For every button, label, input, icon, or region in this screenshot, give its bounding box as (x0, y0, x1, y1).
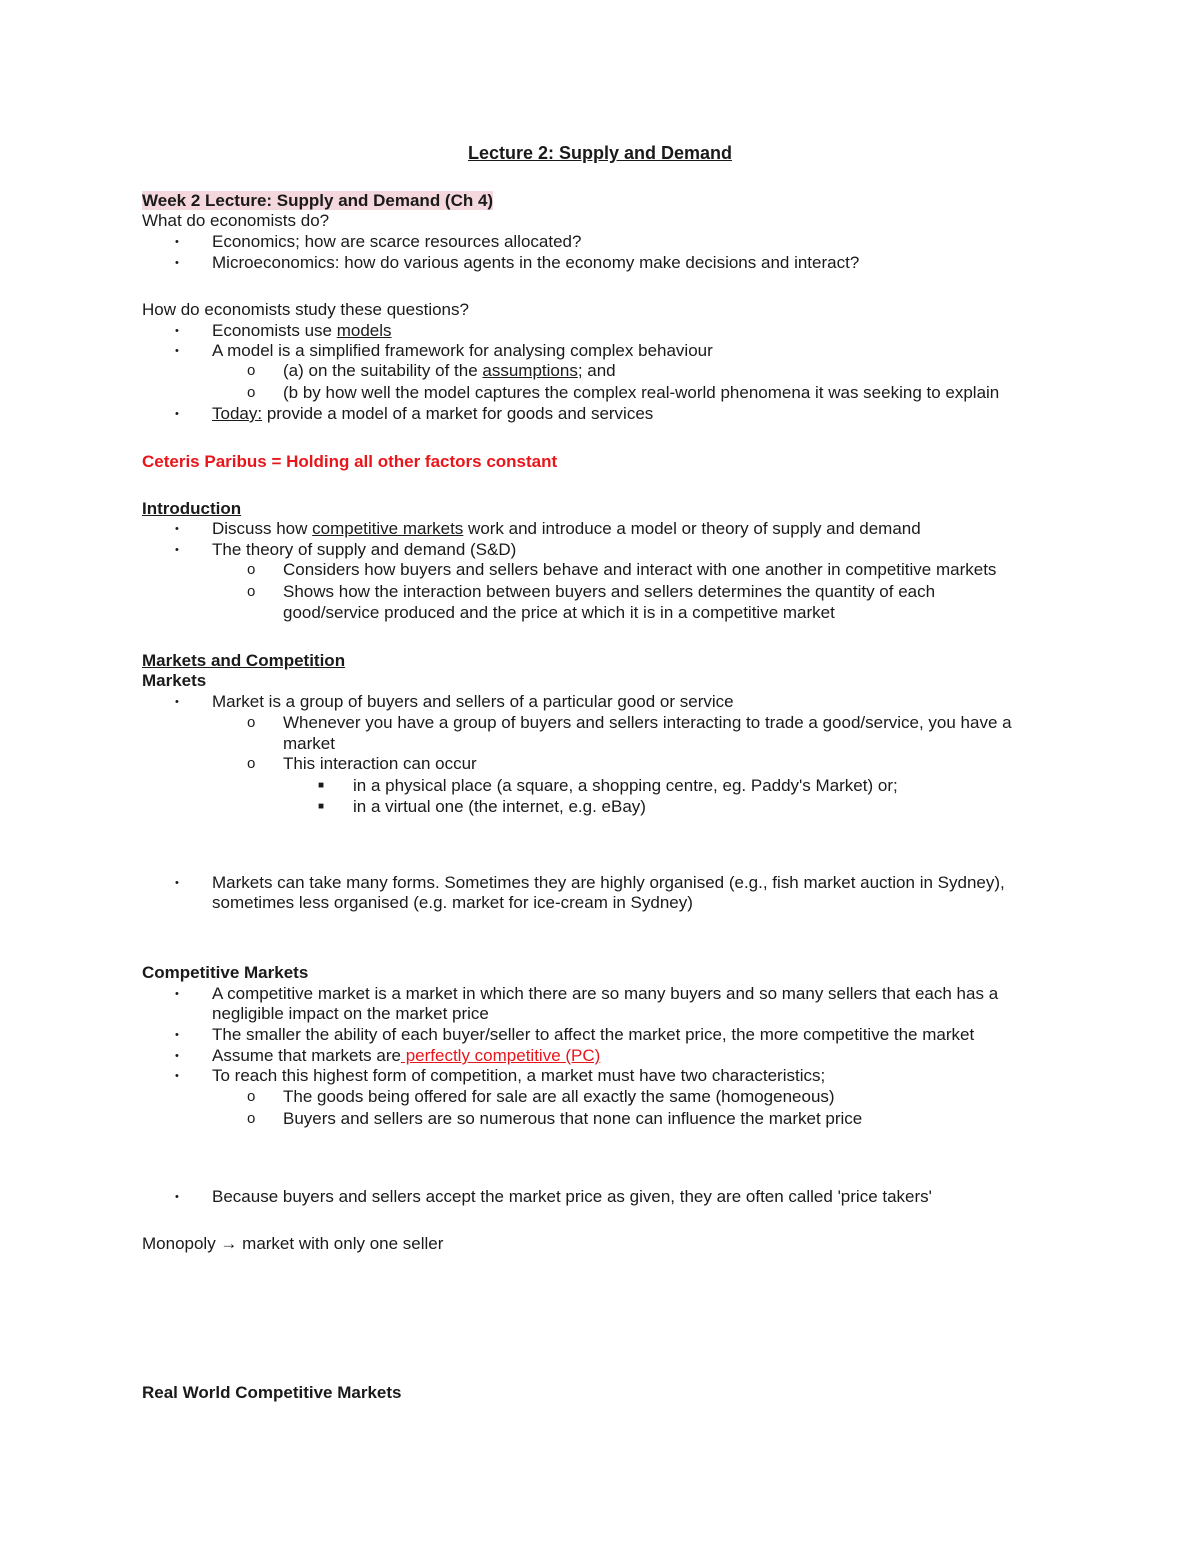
list-item-continued: negligible impact on the market price (212, 1004, 489, 1023)
list-item-text: provide a model of a market for goods and services (262, 404, 654, 423)
list-item-text: (a) on the suitability of the (283, 361, 483, 380)
list-item (212, 518, 921, 540)
underlined-term: competitive markets (312, 519, 464, 538)
ceteris-paribus-note: Ceteris Paribus = Holding all other factors constant (142, 452, 558, 471)
list-item-text: ; and (577, 361, 616, 380)
list-item-text: Assume that markets are (212, 1046, 401, 1065)
subheading-markets: Markets (142, 671, 207, 690)
section-heading-real-world-competitive-markets: Real World Competitive Markets (142, 1383, 402, 1402)
list-item-continued: sometimes less organised (e.g. market for ice-cream in Sydney) (212, 893, 693, 912)
list-item: A competitive market is a market in which there are so many buyers and so many sellers that each has a (212, 984, 999, 1003)
sub-list-item: Buyers and sellers are so numerous that none can influence the market price (283, 1109, 863, 1128)
red-underlined-term: perfectly competitive (PC) (400, 1046, 601, 1065)
bullet-icon: • (175, 236, 179, 248)
bullet-icon: • (175, 257, 179, 269)
circle-bullet-icon: o (247, 755, 256, 772)
list-item-text: work and introduce a model or theory of supply and demand (463, 519, 921, 538)
list-item: A model is a simplified framework for analysing complex behaviour (212, 341, 713, 360)
section-heading-competitive-markets: Competitive Markets (142, 963, 309, 982)
circle-bullet-icon: o (247, 1088, 256, 1105)
list-item-text: Discuss how (212, 519, 313, 538)
underlined-term: assumptions (482, 361, 578, 380)
list-item: Market is a group of buyers and sellers of a particular good or service (212, 692, 734, 711)
sub-sub-list-item: in a virtual one (the internet, e.g. eBay) (353, 797, 646, 816)
list-item (212, 403, 653, 425)
section-heading-introduction: Introduction (142, 499, 242, 518)
list-item-text: Economists use (212, 321, 337, 340)
bullet-icon: • (175, 345, 179, 357)
list-item: Because buyers and sellers accept the market price as given, they are often called 'price takers' (212, 1187, 932, 1206)
list-item: Microeconomics: how do various agents in the economy make decisions and interact? (212, 253, 860, 272)
list-item: The smaller the ability of each buyer/seller to affect the market price, the more competitive the market (212, 1025, 975, 1044)
circle-bullet-icon: o (247, 561, 256, 578)
underlined-term: Today: (212, 404, 263, 423)
sub-list-item: Shows how the interaction between buyers and sellers determines the quantity of each (283, 582, 936, 601)
question-how-study: How do economists study these questions? (142, 300, 469, 319)
bullet-icon: • (175, 408, 179, 420)
bullet-icon: • (175, 544, 179, 556)
underlined-term: models (336, 321, 392, 340)
monopoly-note: Monopoly → market with only one seller (142, 1234, 444, 1253)
bullet-icon: • (175, 1029, 179, 1041)
list-item: Markets can take many forms. Sometimes they are highly organised (e.g., fish market auction in Sydney), (212, 873, 1005, 892)
section-heading-markets-and-competition: Markets and Competition (142, 651, 346, 670)
page-title: Lecture 2: Supply and Demand (467, 143, 733, 163)
list-item (212, 1045, 600, 1067)
square-bullet-icon: ■ (318, 801, 325, 812)
week-heading (142, 190, 493, 212)
circle-bullet-icon: o (247, 714, 256, 731)
sub-list-item-continued: market (283, 734, 335, 753)
bullet-icon: • (175, 1191, 179, 1203)
question-what-do-economists-do: What do economists do? (142, 211, 330, 230)
sub-list-item: Whenever you have a group of buyers and sellers interacting to trade a good/service, you have a (283, 713, 1012, 732)
circle-bullet-icon: o (247, 384, 256, 401)
sub-list-item: This interaction can occur (283, 754, 477, 773)
bullet-icon: • (175, 1070, 179, 1082)
circle-bullet-icon: o (247, 1110, 256, 1127)
sub-list-item: The goods being offered for sale are all exactly the same (homogeneous) (283, 1087, 835, 1106)
sub-list-item-continued: good/service produced and the price at which it is in a competitive market (283, 603, 835, 622)
square-bullet-icon: ■ (318, 780, 325, 791)
sub-list-item: (b by how well the model captures the complex real-world phenomena it was seeking to explain (283, 383, 1000, 402)
bullet-icon: • (175, 1050, 179, 1062)
bullet-icon: • (175, 988, 179, 1000)
list-item: The theory of supply and demand (S&D) (212, 540, 517, 559)
bullet-icon: • (175, 325, 179, 337)
bullet-icon: • (175, 877, 179, 889)
list-item: To reach this highest form of competition, a market must have two characteristics; (212, 1066, 826, 1085)
sub-list-item (283, 360, 616, 382)
circle-bullet-icon: o (247, 362, 256, 379)
list-item (212, 320, 392, 342)
circle-bullet-icon: o (247, 583, 256, 600)
list-item: Economics; how are scarce resources allocated? (212, 232, 582, 251)
sub-sub-list-item: in a physical place (a square, a shopping centre, eg. Paddy's Market) or; (353, 776, 898, 795)
bullet-icon: • (175, 523, 179, 535)
bullet-icon: • (175, 696, 179, 708)
sub-list-item: Considers how buyers and sellers behave and interact with one another in competitive markets (283, 560, 997, 579)
week-heading-text: Week 2 Lecture: Supply and Demand (Ch 4) (142, 191, 494, 210)
